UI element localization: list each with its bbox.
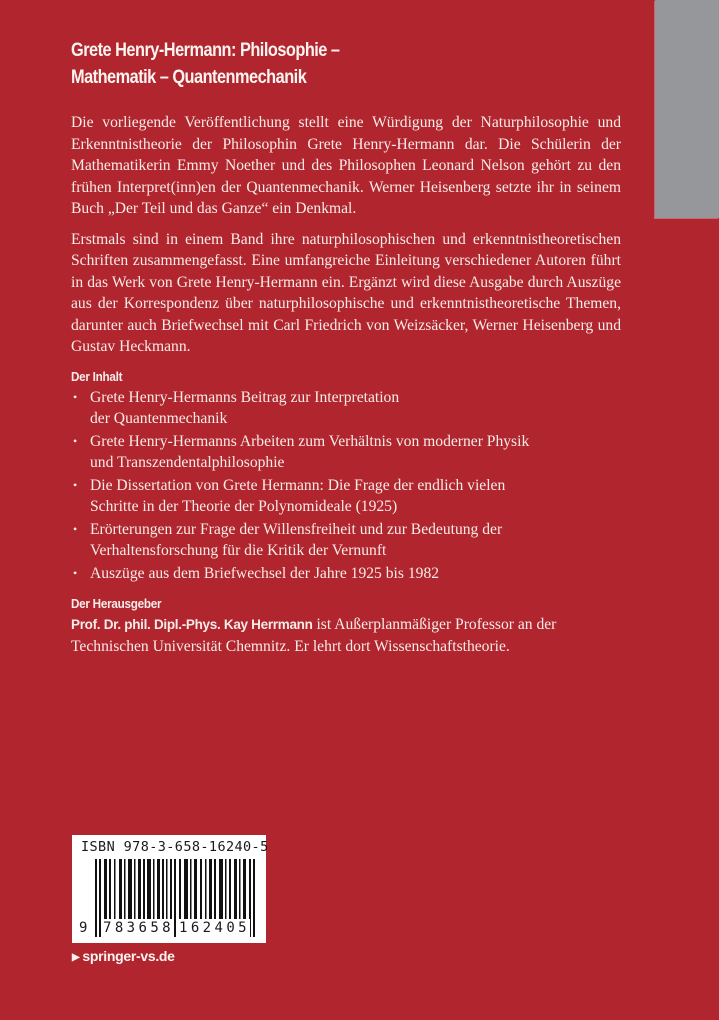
bullet-icon: • <box>73 433 78 448</box>
title-line-2: Mathematik – Quantenmechanik <box>71 67 307 88</box>
ean-right-digits: 162405 <box>179 920 250 936</box>
contents-item-line: der Quantenmechanik <box>90 410 228 427</box>
contents-item-line: Grete Henry-Hermanns Arbeiten zum Verhältnis von moderner Physik <box>90 432 530 450</box>
publisher-website-link[interactable] <box>72 948 175 964</box>
bullet-icon: • <box>73 477 78 492</box>
contents-item-line: und Transzendentalphilosophie <box>90 454 285 471</box>
contents-item-line: Verhaltensforschung für die Kritik der Vernunft <box>90 542 387 559</box>
contents-item <box>71 387 621 430</box>
contents-item <box>71 431 621 474</box>
editor-name: Prof. Dr. phil. Dipl.-Phys. Kay Herrmann <box>71 617 313 632</box>
contents-item-line: Schritte in der Theorie der Polynomideale (1925) <box>90 498 398 515</box>
editor-heading: Der Herausgeber <box>71 596 162 611</box>
description-paragraph-1: Die vorliegende Veröffentlichung stellt eine Würdigung der Naturphilosophie und Erkenntnistheorie der Philosophin Grete Henry-Hermann dar. Die Schülerin der Mathematikerin Emmy Noether und des Philosophen Leonard Nelson gehört zu den frühen Interpret(inn)en der Quantenmechanik. Werner Heisenberg setzte ihr in seinem Buch „Der Teil und das Ganze“ ein Denkmal. <box>71 114 621 217</box>
contents-item <box>71 563 621 585</box>
title-line-1: Grete Henry-Hermann: Philosophie – <box>71 40 340 61</box>
publisher-url: springer-vs.de <box>82 948 175 964</box>
gray-corner-tab <box>655 0 719 218</box>
ean-first-digit: 9 <box>79 920 91 936</box>
back-cover-content <box>71 37 621 657</box>
ean-left-digits: 783658 <box>103 920 174 936</box>
contents-item-line: Erörterungen zur Frage der Willensfreiheit und zur Bedeutung der <box>90 520 503 538</box>
editor-bio <box>71 614 621 657</box>
isbn-label: ISBN 978-3-658-16240-5 <box>81 839 269 855</box>
bullet-icon: • <box>73 565 78 580</box>
contents-item-line: Die Dissertation von Grete Hermann: Die Frage der endlich vielen <box>90 476 506 494</box>
contents-item <box>71 519 621 562</box>
bullet-icon: • <box>73 521 78 536</box>
isbn-barcode <box>72 835 269 943</box>
bullet-icon: • <box>73 389 78 404</box>
contents-item <box>71 475 621 518</box>
contents-heading: Der Inhalt <box>71 368 123 384</box>
editor-bio-line-1: ist Außerplanmäßiger Professor an der <box>312 616 557 633</box>
description-paragraph-2: Erstmals sind in einem Band ihre naturphilosophischen und erkenntnistheoretischen Schriften zusammengefasst. Eine umfangreiche Einleitung verschiedener Autoren führt in das Werk von Grete Henry-Hermann ein. Ergänzt wird diese Ausgabe durch Auszüge aus der Korrespondenz über naturphilosophische und erkenntnistheoretische Themen, darunter auch Briefwechsel mit Carl Friedrich von Weizsäcker, Werner Heisenberg und Gustav Heckmann. <box>71 230 621 355</box>
editor-bio-line-2: Technischen Universität Chemnitz. Er lehrt dort Wissenschaftstheorie. <box>71 637 510 655</box>
play-arrow-icon: ▶ <box>72 952 80 963</box>
contents-item-line: Grete Henry-Hermanns Beitrag zur Interpretation <box>90 388 400 406</box>
contents-list <box>71 387 621 585</box>
book-title <box>71 37 544 91</box>
contents-item-line: Auszüge aus dem Briefwechsel der Jahre 1925 bis 1982 <box>90 564 440 582</box>
